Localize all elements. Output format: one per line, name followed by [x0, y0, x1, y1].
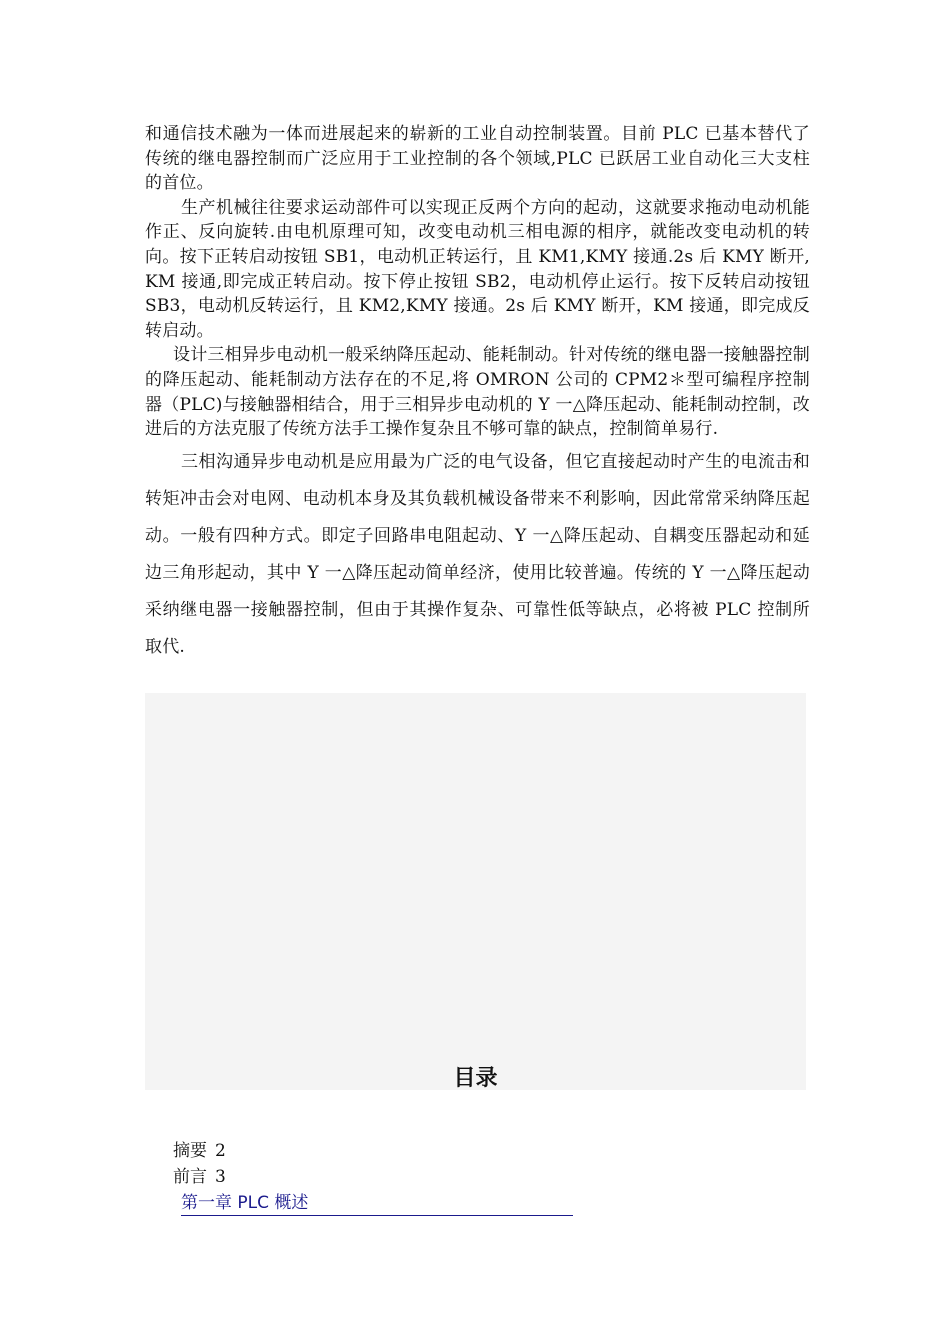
- toc-entry-chapter-1: [173, 1190, 593, 1216]
- toc-entry-page: 3: [215, 1167, 226, 1187]
- toc-entry-label: 前言: [173, 1167, 207, 1187]
- toc-title: 目录: [453, 1066, 498, 1091]
- toc-entry-label: 摘要: [173, 1141, 207, 1161]
- toc-entry-page: 2: [215, 1141, 226, 1161]
- paragraph-plc-intro: 和通信技术融为一体而进展起来的崭新的工业自动控制装置。目前 PLC 已基本替代了传统的继电器控制而广泛应用于工业控制的各个领域,PLC 已跃居工业自动化三大支柱的首位。: [145, 124, 810, 194]
- toc-entry-preface: [173, 1164, 593, 1190]
- toc-link-chapter-1[interactable]: 第一章 PLC 概述: [181, 1191, 573, 1216]
- toc-entry-abstract: [173, 1138, 593, 1164]
- paragraph-forward-reverse: 生产机械往往要求运动部件可以实现正反两个方向的起动，这就要求拖动电动机能作正、反向旋转.由电机原理可知，改变电动机三相电源的相序，就能改变电动机的转向。按下正转启动按钮 SB1，电动机正转运行，且 KM1,KMY 接通.2s 后 KMY 断开,KM 接通,即完成正转启动。按下停止按钮 SB2，电动机停止运行。按下反转启动按钮 SB3，电动机反转运行，且 KM2,KMY 接通。2s 后 KMY 断开，KM 接通，即完成反转启动。: [145, 197, 810, 341]
- paragraph-starting-methods: 三相沟通异步电动机是应用最为广泛的电气设备，但它直接起动时产生的电流击和转矩冲击会对电网、电动机本身及其负载机械设备带来不利影响，因此常常采纳降压起动。一般有四种方式。即定子回路串电阻起动、Y 一△降压起动、自耦变压器起动和延边三角形起动，其中 Y 一△降压起动简单经济，使用比较普遍。传统的 Y 一△降压起动采纳继电器一接触器控制，但由于其操作复杂、可靠性低等缺点，必将被 PLC 控制所取代.: [145, 451, 810, 657]
- paragraph-design: 设计三相异步电动机一般采纳降压起动、能耗制动。针对传统的继电器一接触器控制的降压起动、能耗制动方法存在的不足,将 OMRON 公司的 CPM2＊型可编程序控制器（PLC)与接触器相结合，用于三相异步电动机的 Y 一△降压起动、能耗制动控制，改进后的方法克服了传统方法手工操作复杂且不够可靠的缺点，控制简单易行.: [145, 345, 810, 440]
- body-text: [145, 122, 810, 666]
- table-of-contents: [173, 1138, 593, 1216]
- blank-figure-area: [145, 693, 806, 1090]
